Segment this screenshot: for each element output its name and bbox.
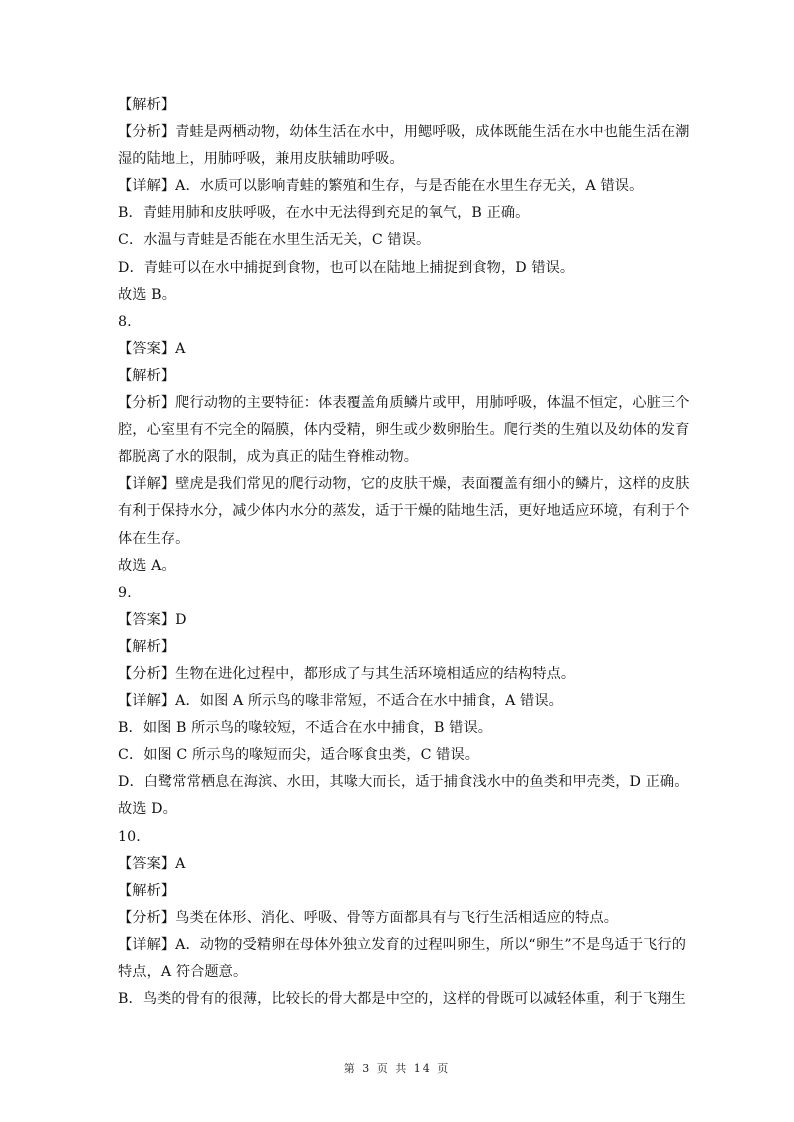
text-line: 【解析】 (118, 367, 176, 384)
text-line: 【分析】爬行动物的主要特征：体表覆盖角质鳞片或甲，用肺呼吸，体温不恒定，心脏三个 (118, 395, 690, 412)
text-line: 有利于保持水分，减少体内水分的蒸发，适于干燥的陆地生活，更好地适应环境，有利于个 (118, 503, 690, 520)
text-line: 【分析】鸟类在体形、消化、呼吸、骨等方面都具有与飞行生活相适应的特点。 (118, 909, 619, 926)
text-line: 【答案】D (118, 611, 187, 628)
text-line: 【分析】青蛙是两栖动物，幼体生活在水中，用鳃呼吸，成体既能生活在水中也能生活在潮 (118, 124, 690, 141)
text-line: 9. (118, 584, 132, 601)
text-line: 【详解】壁虎是我们常见的爬行动物，它的皮肤干燥，表面覆盖有细小的鳞片，这样的皮肤 (118, 476, 690, 493)
text-line: 10. (118, 828, 141, 845)
text-line: 【解析】 (118, 97, 176, 113)
text-line: 【分析】生物在进化过程中，都形成了与其生活环境相适应的结构特点。 (118, 665, 576, 682)
text-line: D．青蛙可以在水中捕捉到食物，也可以在陆地上捕捉到食物，D 错误。 (118, 259, 575, 276)
text-line: 腔，心室里有不完全的隔膜，体内受精，卵生或少数卵胎生。爬行类的生殖以及幼体的发育 (118, 422, 690, 439)
text-line: 湿的陆地上，用肺呼吸，兼用皮肤辅助呼吸。 (118, 151, 404, 168)
page-footer: 第 3 页 共 14 页 (343, 1062, 451, 1075)
text-line: B．如图 B 所示鸟的喙较短，不适合在水中捕食，B 错误。 (118, 720, 493, 737)
text-line: 故选 B。 (118, 286, 176, 303)
text-line: 8. (118, 313, 132, 330)
text-line: 【答案】A (118, 340, 186, 357)
text-line: B．青蛙用肺和皮肤呼吸，在水中无法得到充足的氧气，B 正确。 (118, 205, 530, 222)
text-line: 体在生存。 (118, 530, 190, 547)
text-line: 【详解】A．动物的受精卵在母体外独立发育的过程叫卵生，所以“卵生”不是鸟适于飞行的 (118, 936, 686, 953)
text-line: 故选 A。 (118, 557, 176, 574)
text-line: 【详解】A．如图 A 所示鸟的喙非常短，不适合在水中捕食，A 错误。 (118, 693, 563, 710)
text-line: 【详解】A．水质可以影响青蛙的繁殖和生存，与是否能在水里生存无关，A 错误。 (118, 178, 644, 195)
document-body (118, 92, 690, 1013)
text-line: 都脱离了水的限制，成为真正的陆生脊椎动物。 (118, 449, 419, 466)
text-line: 故选 D。 (118, 801, 177, 818)
text-line: 【解析】 (118, 882, 176, 899)
text-line: D．白鹭常常栖息在海滨、水田，其喙大而长，适于捕食浅水中的鱼类和甲壳类，D 正确。 (118, 774, 689, 791)
text-line: 特点，A 符合题意。 (118, 964, 248, 980)
text-line: C．如图 C 所示鸟的喙短而尖，适合啄食虫类，C 错误。 (118, 747, 480, 764)
text-line: 【解析】 (118, 638, 176, 655)
text-line: B．鸟类的骨有的很薄，比较长的骨大都是中空的，这样的骨既可以减轻体重，利于飞翔生 (118, 991, 686, 1008)
text-line: 【答案】A (118, 855, 186, 872)
text-line: C．水温与青蛙是否能在水里生活无关，C 错误。 (118, 232, 431, 249)
